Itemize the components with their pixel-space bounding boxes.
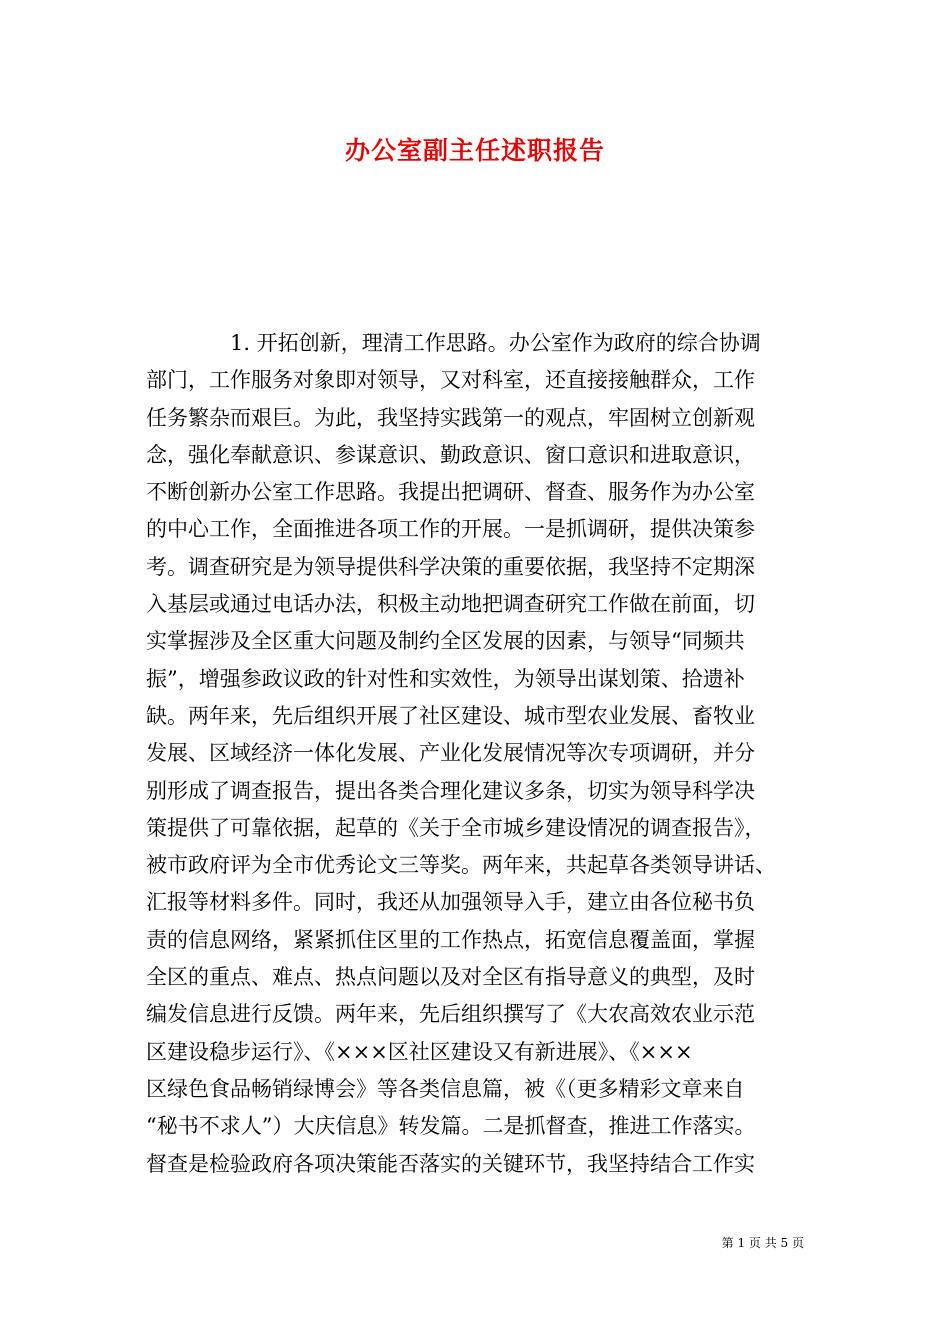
paragraph-line: 任务繁杂而艰巨。为此，我坚持实践第一的观点，牢固树立创新观 (146, 405, 755, 430)
paragraph-line: 入基层或通过电话办法，积极主动地把调查研究工作做在前面，切 (146, 592, 755, 617)
document-title: 办公室副主任述职报告 (344, 136, 605, 165)
paragraph-line: 区绿色食品畅销绿博会》等各类信息篇，被《（更多精彩文章来自 (146, 1076, 745, 1101)
paragraph-line: 部门，工作服务对象即对领导，又对科室，还直接接触群众，工作 (146, 368, 755, 393)
paragraph-line: 念，强化奉献意识、参谋意识、勤政意识、窗口意识和进取意识， (146, 442, 755, 467)
paragraph-line: 考。调查研究是为领导提供科学决策的重要依据，我坚持不定期深 (146, 554, 755, 579)
document-body (146, 325, 826, 1183)
paragraph-line: 别形成了调查报告，提出各类合理化建议多条，切实为领导科学决 (146, 778, 755, 803)
paragraph-line: 责的信息网络，紧紧抓住区里的工作热点，拓宽信息覆盖面，掌握 (146, 927, 755, 952)
paragraph-line: 实掌握涉及全区重大问题及制约全区发展的因素，与领导“同频共 (146, 629, 745, 654)
paragraph-line: 策提供了可靠依据，起草的《关于全市城乡建设情况的调查报告》， (146, 815, 766, 840)
paragraph-line: 发展、区域经济一体化发展、产业化发展情况等次专项调研，并分 (146, 741, 755, 766)
page-number: 第 1 页 共 5 页 (721, 1236, 804, 1250)
paragraph-line: 督查是检验政府各项决策能否落实的关键环节，我坚持结合工作实 (146, 1151, 755, 1176)
paragraph-line: 的中心工作，全面推进各项工作的开展。一是抓调研，提供决策参 (146, 517, 755, 542)
paragraph-line: 1. 开拓创新，理清工作思路。办公室作为政府的综合协调 (230, 331, 761, 355)
paragraph-line: 区建设稳步运行》、《×××区社区建设又有新进展》、《××× (146, 1039, 693, 1064)
paragraph-line: 全区的重点、难点、热点问题以及对全区有指导意义的典型，及时 (146, 965, 755, 990)
paragraph-line: 不断创新办公室工作思路。我提出把调研、督查、服务作为办公室 (146, 480, 755, 505)
paragraph-line: 编发信息进行反馈。两年来，先后组织撰写了《大农高效农业示范 (146, 1002, 755, 1027)
paragraph-line: “秘书不求人”）大庆信息》转发篇。二是抓督查，推进工作落实。 (146, 1114, 756, 1139)
paragraph-line: 缺。两年来，先后组织开展了社区建设、城市型农业发展、畜牧业 (146, 703, 755, 728)
paragraph-line: 汇报等材料多件。同时，我还从加强领导入手，建立由各位秘书负 (146, 890, 755, 915)
paragraph-line: 振”，增强参政议政的针对性和实效性，为领导出谋划策、拾遗补 (146, 666, 745, 691)
paragraph-line: 被市政府评为全市优秀论文三等奖。两年来，共起草各类领导讲话、 (146, 853, 776, 878)
